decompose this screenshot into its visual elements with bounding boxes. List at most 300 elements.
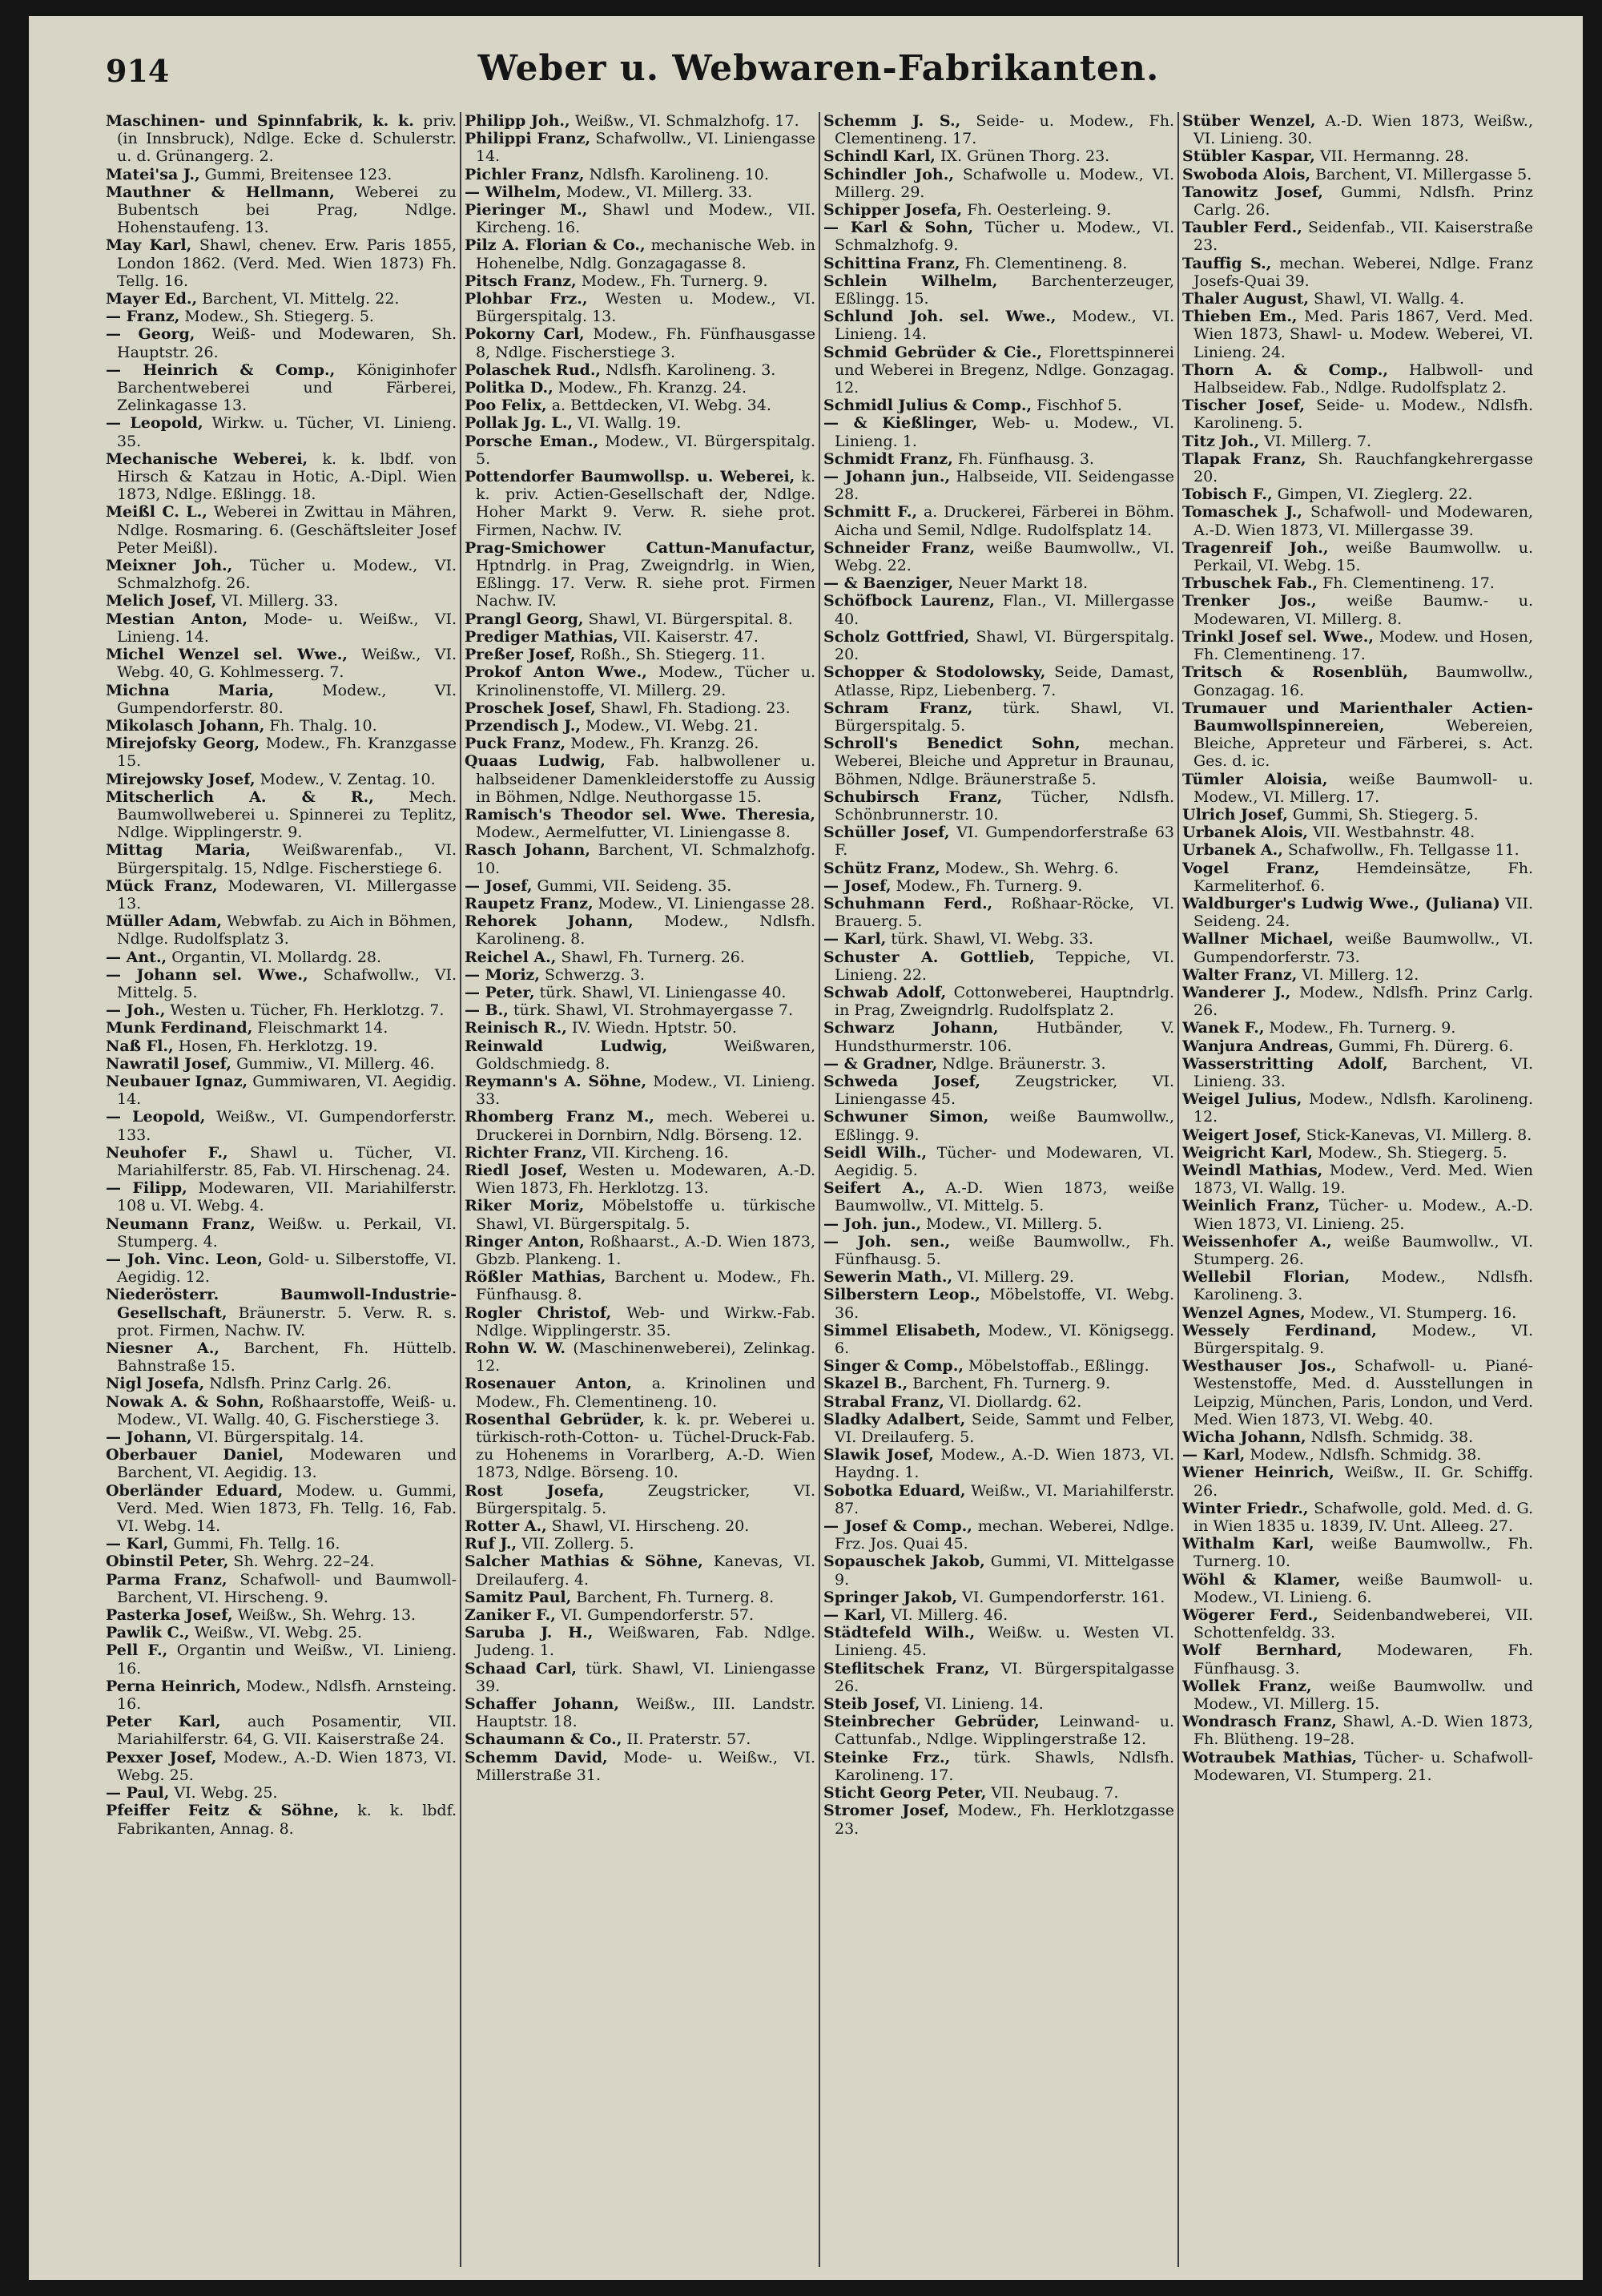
directory-entry bbox=[465, 1624, 815, 1659]
directory-entry bbox=[465, 468, 815, 539]
directory-entry bbox=[465, 290, 815, 325]
entry-name: Pitsch Franz, bbox=[465, 272, 577, 290]
entry-name: Urbanek Alois, bbox=[1182, 824, 1309, 842]
entry-details: a. Krinolinen und Modew., Fh. Clementineng. 10. bbox=[476, 1375, 815, 1411]
directory-entry bbox=[465, 610, 815, 628]
entry-name: Steib Josef, bbox=[823, 1695, 920, 1714]
entry-name: Schemm J. S., bbox=[823, 112, 961, 130]
directory-entry bbox=[465, 966, 815, 984]
directory-entry bbox=[465, 1233, 815, 1268]
entry-name: Schwuner Simon, bbox=[823, 1108, 989, 1126]
entry-name: Schuhmann Ferd., bbox=[823, 894, 993, 912]
entry-details: priv. (in Innsbruck), Ndlge. Ecke d. Schulerstr. u. d. Grünangerg. 2. bbox=[117, 112, 457, 166]
entry-name: Tomaschek J., bbox=[1182, 503, 1302, 522]
directory-entry bbox=[106, 503, 457, 557]
entry-details: türk. Shawl, VI. Liniengasse 40. bbox=[539, 983, 787, 1001]
directory-entry bbox=[1182, 1571, 1533, 1606]
entry-details: Webereien, Bleiche, Appreteur und Färberei, s. Act. Ges. d. ic. bbox=[1193, 716, 1533, 771]
entry-name: Schemm David, bbox=[465, 1748, 608, 1766]
entry-name: Niederösterr. Baumwoll-Industrie-Gesellschaft, bbox=[106, 1286, 457, 1322]
entry-details: Shawl, VI. Bürgerspital. 8. bbox=[588, 610, 793, 628]
entry-details: Tücher- u. Modew., A.-D. Wien 1873, VI. Linieng. 25. bbox=[1193, 1197, 1533, 1233]
directory-entry bbox=[823, 1749, 1174, 1784]
entry-details: Hemdeinsätze, Fh. Karmeliterhof. 6. bbox=[1193, 859, 1533, 895]
entry-details: Modewaren und Barchent, VI. Aegidig. 13. bbox=[117, 1446, 457, 1482]
entry-details: A.-D. Wien 1873, Weißw., VI. Linieng. 30. bbox=[1193, 112, 1533, 148]
entry-details: Westen u. Modewaren, A.-D. Wien 1873, Fh. Herklotzg. 13. bbox=[476, 1161, 815, 1198]
directory-entry bbox=[106, 1393, 457, 1428]
directory-entry bbox=[465, 646, 815, 663]
entry-name: Wicha Johann, bbox=[1182, 1428, 1306, 1447]
entry-name: Schüller Josef, bbox=[823, 824, 950, 842]
entry-name: Meixner Joh., bbox=[106, 557, 233, 575]
entry-name: Weinlich Franz, bbox=[1182, 1197, 1320, 1215]
entry-name: Schaad Carl, bbox=[465, 1659, 577, 1678]
directory-entry bbox=[823, 1713, 1174, 1748]
entry-name: Taubler Ferd., bbox=[1182, 219, 1302, 237]
entry-name: Schwarz Johann, bbox=[823, 1019, 999, 1037]
entry-details: Weißw., VI. Webg. 25. bbox=[194, 1624, 363, 1642]
directory-entry bbox=[1182, 397, 1533, 432]
entry-details: Modew., Sh. Wehrg. 6. bbox=[944, 859, 1119, 877]
entry-name: Tanowitz Josef, bbox=[1182, 183, 1323, 201]
directory-entry bbox=[106, 717, 457, 735]
entry-name: Schmid Gebrüder & Cie., bbox=[823, 343, 1042, 361]
entry-name: Springer Jakob, bbox=[823, 1588, 958, 1606]
entry-details: k. k. lbdf. Fabrikanten, Annag. 8. bbox=[117, 1802, 457, 1838]
entry-name: Salcher Mathias & Söhne, bbox=[465, 1553, 703, 1571]
entry-name: Steinbrecher Gebrüder, bbox=[823, 1713, 1040, 1731]
entry-name: Prag-Smichower Cattun-Manufactur, bbox=[465, 538, 815, 557]
entry-details: Sh. Rauchfangkehrergasse 20. bbox=[1193, 449, 1533, 486]
entry-name: Mitscherlich A. & R., bbox=[106, 787, 374, 806]
entry-details: VII. Westbahnstr. 48. bbox=[1313, 824, 1475, 842]
entry-details: Modew., Fh. Kranzg. 24. bbox=[557, 379, 747, 397]
entry-name: Richter Franz, bbox=[465, 1143, 587, 1162]
directory-entry bbox=[106, 1641, 457, 1677]
entry-name: — Leopold, bbox=[106, 414, 203, 433]
entry-name: Pokorny Carl, bbox=[465, 325, 585, 344]
entry-name: Slawik Josef, bbox=[823, 1446, 934, 1464]
directory-entry bbox=[823, 1019, 1174, 1054]
directory-entry bbox=[823, 201, 1174, 219]
entry-name: Tritsch & Rosenblüh, bbox=[1182, 663, 1408, 682]
directory-entry bbox=[106, 1428, 457, 1446]
directory-entry bbox=[823, 1660, 1174, 1695]
entry-name: Weigel Julius, bbox=[1182, 1090, 1302, 1109]
entry-details: Barchent, Fh. Turnerg. 9. bbox=[912, 1375, 1111, 1393]
entry-name: Schittina Franz, bbox=[823, 254, 960, 272]
directory-entry bbox=[465, 272, 815, 290]
entry-details: Modew., Fh. Kranzgasse 15. bbox=[117, 735, 457, 771]
directory-entry bbox=[465, 236, 815, 272]
directory-entry bbox=[465, 414, 815, 432]
entry-name: — Johann, bbox=[106, 1428, 192, 1447]
entry-details: Zeugstricker, VI. Bürgerspitalg. 5. bbox=[476, 1481, 815, 1517]
entry-name: — Georg, bbox=[106, 325, 195, 344]
entry-details: Modew., VI. Bürgerspitalg. 5. bbox=[476, 432, 815, 468]
entry-name: Riedl Josef, bbox=[465, 1161, 568, 1179]
directory-entry bbox=[1182, 433, 1533, 450]
entry-name: Melich Josef, bbox=[106, 592, 217, 610]
entry-name: Pasterka Josef, bbox=[106, 1606, 233, 1625]
entry-details: Modew., VI. Liniengasse 28. bbox=[598, 894, 815, 912]
directory-entry bbox=[1182, 699, 1533, 771]
entry-name: Schlund Joh. sel. Wwe., bbox=[823, 308, 1057, 326]
entry-name: Mechanische Weberei, bbox=[106, 449, 308, 468]
entry-details: (Maschinenweberei), Zelinkag. 12. bbox=[476, 1339, 815, 1376]
entry-details: k. k. pr. Weberei u. türkisch-roth-Cotton- u. Tüchel-Druck-Fab. zu Hohenems in Vorarlberg, A.-D. Wien 1873, Ndlge. Börseng. 10. bbox=[476, 1410, 815, 1482]
entry-details: Weißw., II. Gr. Schiffg. 26. bbox=[1193, 1464, 1533, 1500]
entry-details: Modew., VI. Gumpendorferstr. 80. bbox=[117, 681, 457, 717]
entry-name: Rehorek Johann, bbox=[465, 912, 634, 931]
entry-details: Weißw., VI. Gumpendorferstr. 133. bbox=[117, 1108, 457, 1144]
directory-entry bbox=[1182, 895, 1533, 930]
directory-entry bbox=[106, 183, 457, 237]
entry-name: Schindl Karl, bbox=[823, 147, 936, 166]
directory-entry bbox=[823, 1482, 1174, 1517]
directory-entry bbox=[465, 1037, 815, 1073]
entry-name: Quaas Ludwig, bbox=[465, 752, 606, 771]
entry-name: — B., bbox=[465, 1001, 509, 1020]
directory-entry bbox=[1182, 1268, 1533, 1303]
entry-name: Silberstern Leop., bbox=[823, 1286, 980, 1304]
directory-entry bbox=[823, 1446, 1174, 1481]
entry-name: Rosenthal Gebrüder, bbox=[465, 1410, 645, 1428]
directory-entry bbox=[465, 1339, 815, 1375]
entry-details: Roßhaar-Röcke, VI. Brauerg. 5. bbox=[835, 894, 1174, 931]
entry-name: — Josef & Comp., bbox=[823, 1517, 972, 1536]
column-divider bbox=[1177, 112, 1179, 2267]
entry-details: Modew., Ndlsfh. Karolineng. 12. bbox=[1193, 1090, 1533, 1126]
directory-entry bbox=[106, 166, 457, 183]
directory-entry bbox=[1182, 1304, 1533, 1322]
entry-name: Schram Franz, bbox=[823, 699, 973, 717]
directory-entry bbox=[106, 1339, 457, 1375]
entry-name: Porsche Eman., bbox=[465, 432, 599, 450]
directory-entry bbox=[823, 1179, 1174, 1214]
entry-name: Mayer Ed., bbox=[106, 290, 198, 308]
entry-details: Weißw., Sh. Wehrg. 13. bbox=[237, 1606, 417, 1625]
entry-details: IX. Grünen Thorg. 23. bbox=[940, 147, 1110, 166]
directory-page bbox=[29, 16, 1583, 2280]
directory-entry bbox=[1182, 1162, 1533, 1197]
entry-name: Müller Adam, bbox=[106, 912, 223, 931]
entry-name: Przendisch J., bbox=[465, 716, 581, 735]
entry-details: Weißw. u. Perkail, VI. Stumperg. 4. bbox=[117, 1214, 457, 1251]
entry-name: — Karl, bbox=[823, 930, 887, 949]
entry-details: Modew., Ndlsfh. Karolineng. 8. bbox=[476, 912, 815, 949]
entry-name: Städtefeld Wilh., bbox=[823, 1624, 976, 1642]
directory-entry bbox=[1182, 450, 1533, 485]
entry-name: Schlein Wilhelm, bbox=[823, 272, 998, 290]
directory-entry bbox=[823, 450, 1174, 468]
directory-entry bbox=[465, 130, 815, 165]
entry-details: Gummi, Sh. Stiegerg. 5. bbox=[1292, 805, 1479, 824]
directory-entry bbox=[1182, 824, 1533, 841]
directory-entry bbox=[1182, 112, 1533, 147]
page-title: Weber u. Webwaren-Fabrikanten. bbox=[477, 48, 1160, 89]
directory-entry bbox=[823, 1784, 1174, 1802]
entry-name: Wotraubek Mathias, bbox=[1182, 1748, 1358, 1766]
directory-entry bbox=[1182, 1055, 1533, 1090]
directory-entry bbox=[823, 1108, 1174, 1143]
entry-details: Florettspinnerei und Weberei in Bregenz, Ndlge. Gonzagag. 12. bbox=[835, 343, 1174, 397]
entry-name: Stromer Josef, bbox=[823, 1802, 950, 1820]
directory-entry bbox=[823, 1286, 1174, 1321]
directory-entry bbox=[823, 1411, 1174, 1446]
entry-details: Modew., VI. Bürgerspitalg. 9. bbox=[1193, 1321, 1533, 1358]
entry-name: Tragenreif Joh., bbox=[1182, 538, 1329, 557]
entry-details: Ndlsfh. Schmidg. 38. bbox=[1310, 1428, 1474, 1447]
entry-details: VI. Millerg. 29. bbox=[957, 1268, 1074, 1287]
entry-details: weiße Baumwollw., Fh. Fünfhausg. 5. bbox=[835, 1232, 1174, 1268]
entry-details: Barchent, Fh. Turnerg. 8. bbox=[576, 1588, 775, 1606]
directory-entry bbox=[823, 397, 1174, 414]
entry-name: Philipp Joh., bbox=[465, 112, 570, 130]
entry-name: Schneider Franz, bbox=[823, 538, 976, 557]
column-divider bbox=[819, 112, 820, 2267]
entry-name: Weissenhofer A., bbox=[1182, 1232, 1332, 1251]
entry-details: Modew., Ndlsfh. Schmidg. 38. bbox=[1250, 1446, 1482, 1464]
entry-name: Prokof Anton Wwe., bbox=[465, 663, 647, 682]
directory-entry bbox=[1182, 1500, 1533, 1535]
entry-name: Perna Heinrich, bbox=[106, 1677, 242, 1695]
entry-details: Flan., VI. Millergasse 40. bbox=[835, 592, 1174, 628]
directory-entry bbox=[465, 1553, 815, 1588]
directory-entry bbox=[1182, 219, 1533, 254]
directory-entry bbox=[823, 788, 1174, 824]
directory-entry bbox=[106, 610, 457, 646]
entry-details: Gummi, VII. Seideng. 35. bbox=[537, 876, 732, 895]
directory-entry bbox=[106, 1251, 457, 1286]
entry-details: Fh. Clementineng. 17. bbox=[1322, 574, 1495, 593]
entry-name: Pottendorfer Baumwollsp. u. Weberei, bbox=[465, 468, 795, 486]
entry-details: Modew., Fh. Fünfhausgasse 8, Ndlge. Fischerstiege 3. bbox=[476, 325, 815, 361]
entry-details: Gummi, Ndlsfh. Prinz Carlg. 26. bbox=[1193, 183, 1533, 220]
entry-details: Web- und Wirkw.-Fab. Ndlge. Wipplingerstr. 35. bbox=[476, 1303, 815, 1339]
directory-entry bbox=[823, 1073, 1174, 1108]
directory-entry bbox=[823, 1268, 1174, 1286]
entry-details: Modew., Sh. Stiegerg. 5. bbox=[1318, 1143, 1507, 1162]
entry-name: May Karl, bbox=[106, 236, 192, 255]
directory-entry bbox=[1182, 1126, 1533, 1144]
entry-details: Modew., VI. Linieng. 33. bbox=[476, 1072, 815, 1109]
directory-entry bbox=[823, 503, 1174, 538]
entry-name: Sewerin Math., bbox=[823, 1268, 953, 1287]
entry-details: Med. Paris 1867, Verd. Med. Wien 1873, Shawl- u. Modew. Weberei, VI. Linieng. 24. bbox=[1193, 308, 1533, 361]
entry-name: Philippi Franz, bbox=[465, 130, 591, 148]
entry-name: Nigl Josefa, bbox=[106, 1375, 205, 1393]
entry-details: Zeugstricker, VI. Liniengasse 45. bbox=[835, 1072, 1174, 1109]
entry-details: Organtin, VI. Mollardg. 28. bbox=[171, 948, 382, 966]
entry-details: Westen u. Tücher, Fh. Herklotzg. 7. bbox=[170, 1001, 445, 1020]
entry-details: A.-D. Wien 1873, weiße Baumwollw., VI. Mittelg. 5. bbox=[835, 1179, 1174, 1215]
directory-entry bbox=[465, 984, 815, 1001]
entry-name: Pexxer Josef, bbox=[106, 1748, 217, 1766]
entry-name: — Peter, bbox=[465, 983, 535, 1001]
entry-details: VI. Gumpendorferstr. 57. bbox=[560, 1606, 755, 1625]
entry-name: Pollak Jg. L., bbox=[465, 414, 574, 433]
entry-name: Mück Franz, bbox=[106, 876, 218, 895]
entry-details: Tücher, Ndlsfh. Schönbrunnerstr. 10. bbox=[835, 787, 1174, 824]
directory-entry bbox=[1182, 806, 1533, 824]
directory-entry bbox=[106, 841, 457, 876]
entry-name: Sticht Georg Peter, bbox=[823, 1784, 987, 1803]
directory-entry bbox=[823, 1695, 1174, 1713]
entry-name: Stübler Kaspar, bbox=[1182, 147, 1315, 166]
directory-entry bbox=[106, 112, 457, 166]
entry-details: Barchenterzeuger, Eßlingg. 15. bbox=[835, 272, 1174, 308]
directory-entry bbox=[465, 1268, 815, 1303]
entry-name: Walter Franz, bbox=[1182, 965, 1298, 984]
entry-name: — Joh. Vinc. Leon, bbox=[106, 1251, 263, 1268]
entry-name: — Johann jun., bbox=[823, 468, 951, 486]
directory-entry bbox=[106, 646, 457, 681]
entry-details: Möbelstoffe, VI. Webg. 36. bbox=[835, 1286, 1174, 1322]
directory-entry bbox=[823, 344, 1174, 397]
directory-entry bbox=[465, 1517, 815, 1535]
directory-entry bbox=[823, 1144, 1174, 1179]
entry-details: Schafwolle, gold. Med. d. G. in Wien 1835 u. 1839, IV. Unt. Alleeg. 27. bbox=[1193, 1499, 1533, 1536]
entry-details: Barchent u. Modew., Fh. Fünfhausg. 8. bbox=[476, 1268, 815, 1304]
directory-entry bbox=[1182, 930, 1533, 965]
entry-name: Ulrich Josef, bbox=[1182, 805, 1288, 824]
entry-name: Samitz Paul, bbox=[465, 1588, 572, 1606]
entry-name: Swoboda Alois, bbox=[1182, 165, 1311, 183]
entry-details: Gummi, Fh. Tellg. 16. bbox=[173, 1535, 340, 1553]
entry-details: Weißw., VI. Webg. 40, G. Kohlmesserg. 7. bbox=[117, 646, 457, 682]
entry-name: — Wilhelm, bbox=[465, 183, 562, 201]
directory-entry bbox=[465, 628, 815, 646]
directory-entry bbox=[106, 1073, 457, 1108]
entry-details: Modew., A.-D. Wien 1873, VI. Webg. 25. bbox=[117, 1748, 457, 1784]
entry-details: Shawl, chenev. Erw. Paris 1855, London 1862. (Verd. Med. Wien 1873) Fh. Tellg. 16. bbox=[117, 236, 457, 290]
entry-details: Schafwoll- u. Piané-Westenstoffe, Med. d. Ausstellungen in Leipzig, München, Paris, London, und Verd. Med. Wien 1873, VI. Webg. 40. bbox=[1193, 1357, 1533, 1428]
entry-name: Weigricht Karl, bbox=[1182, 1143, 1314, 1162]
directory-entry bbox=[465, 112, 815, 130]
entry-name: Reymann's A. Söhne, bbox=[465, 1072, 647, 1090]
entry-details: Weißw., VI. Mariahilferstr. 87. bbox=[835, 1481, 1174, 1517]
entry-details: Modew., Ndlsfh. Karolineng. 3. bbox=[1193, 1268, 1533, 1304]
entry-name: Skazel B., bbox=[823, 1375, 908, 1393]
entry-details: weiße Baumwollw., Eßlingg. 9. bbox=[835, 1108, 1174, 1144]
entry-name: — & Kießlinger, bbox=[823, 414, 978, 433]
entry-details: Seide, Damast, Atlasse, Ripz, Liebenberg. 7. bbox=[835, 663, 1174, 699]
directory-entry bbox=[1182, 663, 1533, 699]
entry-details: Hosen, Fh. Herklotzg. 19. bbox=[178, 1037, 378, 1055]
entry-details: Tücher u. Modew., VI. Schmalzhofg. 26. bbox=[117, 557, 457, 593]
entry-name: Pell F., bbox=[106, 1641, 168, 1660]
entry-details: k. k. priv. Actien-Gesellschaft der, Ndlge. Hoher Markt 9. Verw. R. siehe prot. Firmen, Nachw. IV. bbox=[476, 468, 815, 539]
entry-details: Modew., VI. Millerg. 33. bbox=[566, 183, 753, 201]
entry-name: Weindl Mathias, bbox=[1182, 1161, 1323, 1179]
directory-entry bbox=[1182, 592, 1533, 627]
entry-details: Tücher u. Modew., VI. Schmalzhofg. 9. bbox=[835, 219, 1174, 255]
directory-entry bbox=[106, 1215, 457, 1251]
entry-name: Nawratil Josef, bbox=[106, 1054, 232, 1073]
entry-details: weiße Baumwoll- u. Modew., VI. Millerg. 17. bbox=[1193, 770, 1533, 806]
directory-entry bbox=[823, 539, 1174, 574]
entry-details: Roßhaarstoffe, Weiß- u. Modew., VI. Wallg. 40, G. Fischerstiege 3. bbox=[117, 1392, 457, 1428]
directory-entry bbox=[1182, 1233, 1533, 1268]
directory-entry bbox=[823, 308, 1174, 343]
entry-name: Mestian Anton, bbox=[106, 610, 248, 628]
entry-name: Ruf J., bbox=[465, 1535, 517, 1553]
entry-name: Seifert A., bbox=[823, 1179, 925, 1198]
directory-entry bbox=[1182, 183, 1533, 219]
directory-entry bbox=[1182, 1464, 1533, 1499]
directory-entry bbox=[823, 984, 1174, 1019]
entry-name: — Karl, bbox=[106, 1535, 169, 1553]
entry-name: — Moriz, bbox=[465, 965, 540, 984]
entry-details: VII. Seideng. 24. bbox=[1193, 894, 1533, 931]
entry-details: Barchent, VI. Linieng. 33. bbox=[1193, 1054, 1533, 1090]
directory-entry bbox=[1182, 628, 1533, 663]
entry-name: Mittag Maria, bbox=[106, 841, 251, 860]
entry-name: Oberländer Eduard, bbox=[106, 1481, 284, 1500]
entry-name: Wiener Heinrich, bbox=[1182, 1464, 1334, 1482]
entry-name: Seidl Wilh., bbox=[823, 1143, 928, 1162]
entry-name: Wanderer J., bbox=[1182, 983, 1291, 1001]
entry-details: Schafwollw., VI. Liniengasse 14. bbox=[476, 130, 815, 166]
directory-entry bbox=[106, 1037, 457, 1055]
entry-name: Simmel Elisabeth, bbox=[823, 1321, 981, 1339]
directory-entry bbox=[465, 717, 815, 735]
directory-entry bbox=[465, 912, 815, 948]
entry-details: Weißwaren, Goldschmiedg. 8. bbox=[476, 1037, 815, 1073]
entry-name: Prediger Mathias, bbox=[465, 627, 618, 646]
directory-entry bbox=[465, 735, 815, 752]
entry-name: Urbanek A., bbox=[1182, 841, 1283, 860]
entry-details: Westen u. Modew., VI. Bürgerspitalg. 13. bbox=[476, 290, 815, 326]
entry-details: Modew., VI. Linieng. 14. bbox=[835, 308, 1174, 344]
entry-details: VII. Zollerg. 5. bbox=[521, 1535, 634, 1553]
entry-name: Vogel Franz, bbox=[1182, 859, 1320, 877]
entry-details: Ndlsfh. Karolineng. 10. bbox=[589, 165, 769, 183]
directory-entry bbox=[465, 539, 815, 610]
directory-entry bbox=[1182, 1749, 1533, 1784]
entry-name: Scholz Gottfried, bbox=[823, 627, 970, 646]
entry-details: Shawl, Fh. Turnerg. 26. bbox=[561, 948, 745, 966]
directory-entry bbox=[106, 912, 457, 948]
entry-details: Weißw. u. Westen VI. Linieng. 45. bbox=[835, 1624, 1174, 1660]
entry-details: Fleischmarkt 14. bbox=[257, 1019, 388, 1037]
entry-name: — Heinrich & Comp., bbox=[106, 361, 336, 379]
directory-entry bbox=[823, 930, 1174, 948]
directory-entry bbox=[465, 1073, 815, 1108]
directory-entry bbox=[823, 824, 1174, 859]
entry-details: mechan. Weberei, Bleiche und Appretur in Braunau, Böhmen, Ndlge. Bräunerstraße 5. bbox=[835, 735, 1174, 788]
entry-name: Sopauschek Jakob, bbox=[823, 1553, 985, 1571]
directory-entry bbox=[106, 1179, 457, 1214]
entry-name: Schubirsch Franz, bbox=[823, 787, 1003, 806]
entry-name: Politka D., bbox=[465, 379, 553, 397]
directory-entry bbox=[106, 877, 457, 912]
entry-details: Fab. halbwollener u. halbseidener Damenkleiderstoffe zu Aussig in Böhmen, Ndlge. Neuthorgasse 15. bbox=[476, 752, 815, 806]
entry-details: Barchent, VI. Mittelg. 22. bbox=[202, 290, 400, 308]
entry-name: — Paul, bbox=[106, 1784, 170, 1803]
directory-entry bbox=[465, 433, 815, 468]
directory-entry bbox=[823, 468, 1174, 503]
entry-name: Trenker Jos., bbox=[1182, 592, 1317, 610]
entry-details: VI. Millerg. 12. bbox=[1302, 965, 1419, 984]
entry-details: türk. Shawl, VI. Strohmayergasse 7. bbox=[513, 1001, 794, 1020]
entry-details: Modew., Ndlsfh. Arnsteing. 16. bbox=[117, 1677, 457, 1714]
entry-details: Baumwollw., Gonzagag. 16. bbox=[1193, 663, 1533, 699]
directory-entry bbox=[823, 1357, 1174, 1375]
entry-details: Cottonweberei, Hauptndrlg. in Prag, Zweigndrlg. Rudolfsplatz 2. bbox=[835, 983, 1174, 1020]
